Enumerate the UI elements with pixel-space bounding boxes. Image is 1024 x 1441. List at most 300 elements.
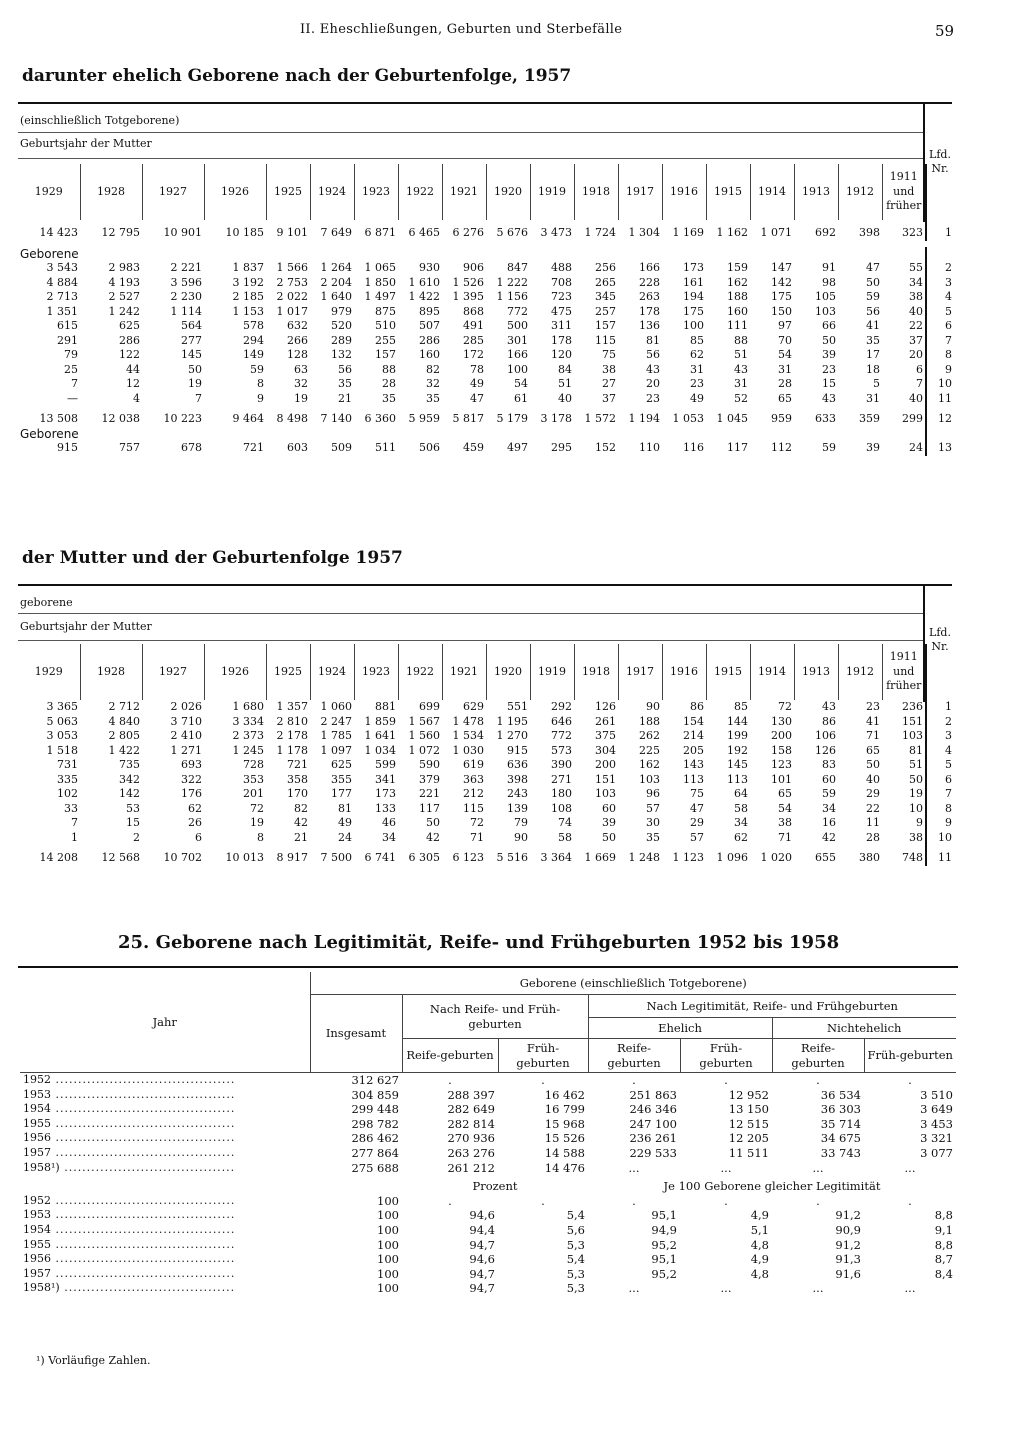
- table-cell: 144: [727, 714, 748, 728]
- table-cell: 40: [909, 304, 923, 318]
- row-number: 11: [926, 845, 954, 866]
- table-cell: 35: [646, 830, 660, 844]
- table-cell: 103: [639, 772, 660, 786]
- column-header: 1920: [486, 644, 530, 700]
- table-cell: 65: [866, 743, 880, 757]
- table-cell: 143: [683, 758, 704, 771]
- table-cell: 43: [822, 700, 836, 713]
- table-cell: 26: [188, 816, 202, 829]
- table-cell: 573: [551, 743, 572, 757]
- table-cell: 959: [771, 412, 792, 425]
- table-cell: 41: [866, 319, 880, 332]
- table-cell: 1 567: [408, 714, 440, 728]
- table-cell: 1 351: [46, 304, 78, 318]
- year-label: 1955 ........................................: [23, 1237, 236, 1251]
- table-cell: 257: [595, 304, 616, 318]
- table-cell: 31: [778, 362, 792, 376]
- table-cell: 678: [181, 441, 202, 454]
- table-cell: 154: [683, 714, 704, 728]
- table-cell: 51: [558, 377, 572, 390]
- table-cell: 35 714: [820, 1116, 861, 1131]
- row-number: 7: [926, 334, 954, 349]
- table-cell: 56: [338, 362, 352, 376]
- table-cell: 16 799: [544, 1102, 585, 1117]
- table-cell: 1 850: [364, 275, 396, 289]
- column-header: 1928: [80, 164, 142, 220]
- row-number: 12: [926, 406, 954, 427]
- table-cell: 5 817: [452, 412, 484, 425]
- table-cell: 199: [727, 729, 748, 742]
- table-cell: 6 276: [452, 226, 484, 239]
- column-header: 1919: [530, 164, 574, 220]
- table-cell: 772: [551, 729, 572, 742]
- table-cell: 162: [639, 758, 660, 771]
- table-cell: 39: [866, 441, 880, 454]
- table-cell: 43: [734, 362, 748, 376]
- table-cell: 14 423: [39, 226, 78, 239]
- table-cell: 5,3: [566, 1281, 585, 1296]
- table-cell: 94,7: [469, 1237, 495, 1252]
- table-cell: 342: [119, 772, 140, 786]
- table-cell: 2 204: [320, 275, 352, 289]
- table-cell: 100: [377, 1237, 399, 1252]
- table-cell: .: [724, 1073, 728, 1087]
- year-label: 1954 ........................................: [23, 1102, 236, 1116]
- header-reife-3: Reife-geburten: [772, 1039, 864, 1073]
- table-cell: 380: [859, 851, 880, 864]
- table-cell: 79: [64, 348, 78, 361]
- table-cell: 62: [188, 801, 202, 815]
- table-cell: 35: [866, 333, 880, 347]
- table-cell: 115: [463, 801, 484, 815]
- table-cell: 1 640: [320, 290, 352, 303]
- table-cell: 132: [331, 348, 352, 361]
- table-cell: 488: [551, 261, 572, 274]
- table-cell: 255: [375, 333, 396, 347]
- table-cell: 27: [602, 377, 616, 390]
- table-cell: 304 859: [351, 1087, 399, 1102]
- row-number: 3: [926, 729, 954, 744]
- table-cell: 35: [382, 391, 396, 405]
- table-cell: 1 020: [760, 851, 792, 864]
- row-number: 8: [926, 802, 954, 817]
- table-cell: 25: [64, 362, 78, 376]
- table-cell: 243: [507, 787, 528, 800]
- table-cell: 12 795: [101, 226, 140, 239]
- table-cell: 133: [375, 801, 396, 815]
- table-cell: 510: [375, 319, 396, 332]
- table-cell: .: [908, 1073, 912, 1087]
- table-cell: 5 063: [46, 714, 78, 728]
- table-row: [18, 831, 954, 846]
- table-cell: 59: [822, 787, 836, 800]
- table-cell: 28: [778, 377, 792, 390]
- table-cell: 491: [463, 319, 484, 332]
- table-cell: 3 178: [540, 412, 572, 425]
- table-cell: 895: [419, 304, 440, 318]
- table-cell: 49: [690, 391, 704, 405]
- table-cell: 170: [287, 787, 308, 800]
- header-jahr: Jahr: [20, 972, 310, 1073]
- year-label: 1953 ........................................: [23, 1208, 236, 1222]
- table-cell: 47: [866, 261, 880, 274]
- table-cell: 7: [916, 377, 923, 390]
- table-row: [18, 348, 954, 363]
- table-cell: 708: [551, 275, 572, 289]
- table-cell: 159: [727, 261, 748, 274]
- table-cell: 72: [250, 801, 264, 815]
- table-cell: 82: [294, 801, 308, 815]
- column-header: 1916: [662, 164, 706, 220]
- column-header: 1922: [398, 644, 442, 700]
- table-cell: 1 114: [170, 304, 202, 318]
- table-cell: 103: [595, 787, 616, 800]
- table-cell: 578: [243, 319, 264, 332]
- table-cell: .: [908, 1193, 912, 1208]
- table-row: [18, 816, 954, 831]
- table-cell: 6 871: [364, 226, 396, 239]
- table-cell: 1 017: [276, 304, 308, 318]
- table1-title: darunter ehelich Geborene nach der Geburtenfolge, 1957: [22, 66, 572, 86]
- table-cell: 564: [181, 319, 202, 332]
- table-cell: 3 510: [920, 1087, 953, 1102]
- table-cell: 103: [902, 729, 923, 742]
- table-cell: 139: [507, 801, 528, 815]
- table-cell: 83: [822, 758, 836, 771]
- table-cell: 31: [734, 377, 748, 390]
- table-cell: 95,1: [651, 1252, 677, 1267]
- table-cell: 42: [294, 816, 308, 829]
- table-cell: 200: [771, 729, 792, 742]
- table-cell: 692: [815, 226, 836, 239]
- table-cell: 4 884: [46, 275, 78, 289]
- table-cell: 30: [646, 816, 660, 829]
- label-prozent: Prozent: [472, 1179, 518, 1194]
- table-cell: 36 534: [820, 1087, 861, 1102]
- table-cell: 81: [338, 801, 352, 815]
- column-header: 1912: [838, 164, 882, 220]
- column-header: 1915: [706, 164, 750, 220]
- table-row: [18, 845, 954, 866]
- table-cell: 1 053: [672, 412, 704, 425]
- table-cell: —: [67, 391, 78, 405]
- table-cell: 78: [470, 362, 484, 376]
- table-cell: 251 863: [629, 1087, 677, 1102]
- table-cell: 979: [331, 304, 352, 318]
- table-cell: 95,1: [651, 1208, 677, 1223]
- table-cell: 2: [133, 830, 140, 844]
- table-cell: 142: [771, 275, 792, 289]
- table-cell: 113: [727, 772, 748, 786]
- table-cell: 3 543: [46, 261, 78, 274]
- table-cell: 228: [639, 275, 660, 289]
- table-cell: 117: [419, 801, 440, 815]
- table-cell: 81: [909, 743, 923, 757]
- row-number: 5: [926, 758, 954, 773]
- table-cell: 96: [646, 787, 660, 800]
- table-cell: 868: [463, 304, 484, 318]
- table-cell: 915: [507, 743, 528, 757]
- table-cell: 1 478: [452, 714, 484, 728]
- table-cell: 13 150: [728, 1102, 769, 1117]
- row-number: 6: [926, 319, 954, 334]
- table-cell: 101: [771, 772, 792, 786]
- table-cell: 12 568: [101, 851, 140, 864]
- table-cell: 7 500: [320, 851, 352, 864]
- row-number: 9: [926, 363, 954, 378]
- table-cell: 147: [771, 261, 792, 274]
- column-header: 1924: [310, 164, 354, 220]
- table-cell: ...: [628, 1281, 640, 1296]
- table-cell: 291: [57, 333, 78, 347]
- table-row: [18, 392, 954, 407]
- table-cell: 1 194: [628, 412, 660, 425]
- table-cell: 35: [426, 391, 440, 405]
- table-cell: 236: [902, 700, 923, 713]
- table-cell: 44: [126, 362, 140, 376]
- table-cell: 9: [257, 391, 264, 405]
- table-cell: 160: [419, 348, 440, 361]
- table-cell: 61: [514, 391, 528, 405]
- table-cell: 31: [866, 391, 880, 405]
- year-label: 1957 ........................................: [23, 1145, 236, 1159]
- table-cell: 72: [778, 700, 792, 713]
- table-cell: 6 465: [408, 226, 440, 239]
- table-cell: .: [448, 1193, 452, 1208]
- table-cell: 39: [602, 816, 616, 829]
- label-je100: Je 100 Geborene gleicher Legitimität: [663, 1179, 881, 1194]
- table-cell: 43: [646, 362, 660, 376]
- table-cell: 345: [595, 290, 616, 303]
- table-row: [20, 1146, 956, 1161]
- column-header: 1915: [706, 644, 750, 700]
- table-cell: 23: [690, 377, 704, 390]
- table-cell: 5 676: [496, 226, 528, 239]
- table-cell: 176: [181, 787, 202, 800]
- table-cell: 166: [507, 348, 528, 361]
- table-cell: 590: [419, 758, 440, 771]
- table-cell: 500: [507, 319, 528, 332]
- column-header: 1921: [442, 164, 486, 220]
- table-cell: 1 071: [760, 226, 792, 239]
- header-frueh-2: Früh-geburten: [680, 1039, 772, 1073]
- table-cell: 323: [902, 226, 923, 239]
- column-header: 1923: [354, 164, 398, 220]
- table-cell: 126: [595, 700, 616, 713]
- table-cell: 1 859: [364, 714, 396, 728]
- table-row: [20, 1161, 956, 1176]
- table-cell: 3 077: [920, 1145, 953, 1160]
- table-cell: 50: [188, 362, 202, 376]
- table-cell: 3 453: [920, 1116, 953, 1131]
- table-cell: 100: [377, 1222, 399, 1237]
- table-cell: 2 230: [170, 290, 202, 303]
- table-cell: 54: [778, 348, 792, 361]
- table-cell: 8: [257, 377, 264, 390]
- table-cell: 37: [602, 391, 616, 405]
- table-cell: 22: [866, 801, 880, 815]
- table-cell: 59: [822, 441, 836, 454]
- table-cell: 292: [551, 700, 572, 713]
- table-cell: 14 588: [544, 1145, 585, 1160]
- table-cell: 88: [734, 333, 748, 347]
- table-cell: 38: [909, 290, 923, 303]
- table-cell: 1 245: [232, 743, 264, 757]
- table-cell: 88: [382, 362, 396, 376]
- table-cell: 37: [909, 333, 923, 347]
- table-cell: 23: [646, 391, 660, 405]
- table-cell: 142: [119, 787, 140, 800]
- table-cell: 266: [287, 333, 308, 347]
- table-cell: 86: [690, 700, 704, 713]
- table-cell: 19: [250, 816, 264, 829]
- table-cell: 59: [250, 362, 264, 376]
- table-cell: 12 515: [728, 1116, 769, 1131]
- table-cell: 1 610: [408, 275, 440, 289]
- row-number: 2: [926, 715, 954, 730]
- table-row: [18, 441, 954, 456]
- table-cell: 619: [463, 758, 484, 771]
- table-cell: 1 669: [584, 851, 616, 864]
- table-row: [18, 787, 954, 802]
- table-cell: 10 185: [225, 226, 264, 239]
- table-cell: 54: [514, 377, 528, 390]
- column-header: 1912: [838, 644, 882, 700]
- table-cell: 14 208: [39, 851, 78, 864]
- table-row: [20, 1267, 956, 1282]
- table-cell: 16 462: [544, 1087, 585, 1102]
- year-label: 1957 ........................................: [23, 1266, 236, 1280]
- table-cell: 1 072: [408, 743, 440, 757]
- header-nach-reife: Nach Reife- und Früh-geburten: [402, 995, 588, 1039]
- table-row: [20, 1088, 956, 1103]
- table-cell: 1: [71, 830, 78, 844]
- table-cell: 12 038: [101, 412, 140, 425]
- table-cell: 2 373: [232, 729, 264, 742]
- table-cell: 177: [331, 787, 352, 800]
- table-cell: 212: [463, 787, 484, 800]
- table-cell: 12: [126, 377, 140, 390]
- table-cell: 90: [514, 830, 528, 844]
- table-row: [20, 1208, 956, 1223]
- table-cell: 110: [639, 441, 660, 454]
- table-cell: 4 840: [108, 714, 140, 728]
- header-reife-1: Reife-geburten: [402, 1039, 498, 1073]
- table-cell: 18: [866, 362, 880, 376]
- table-cell: 158: [771, 743, 792, 757]
- table-cell: 71: [866, 729, 880, 742]
- table1-lfd-header: Lfd. Nr.: [929, 148, 951, 175]
- table-cell: 335: [57, 772, 78, 786]
- table-cell: 43: [822, 391, 836, 405]
- table-cell: 625: [119, 319, 140, 332]
- year-label: 1953 ........................................: [23, 1087, 236, 1101]
- table-cell: 40: [558, 391, 572, 405]
- table-cell: 3 334: [232, 714, 264, 728]
- row-number: 10: [926, 831, 954, 846]
- table-cell: 847: [507, 261, 528, 274]
- table-cell: .: [632, 1193, 636, 1208]
- table-cell: 2 712: [108, 700, 140, 713]
- table-cell: 15 968: [544, 1116, 585, 1131]
- table-cell: 151: [902, 714, 923, 728]
- table-row: [18, 758, 954, 773]
- table-cell: 875: [375, 304, 396, 318]
- table-cell: 16: [822, 816, 836, 829]
- table-cell: 34: [382, 830, 396, 844]
- table-cell: 94,7: [469, 1266, 495, 1281]
- header-nichtehelich: Nichtehelich: [772, 1018, 956, 1039]
- table-cell: 2 185: [232, 290, 264, 303]
- table-cell: 551: [507, 700, 528, 713]
- table-cell: 111: [727, 319, 748, 332]
- table-cell: 42: [822, 830, 836, 844]
- table2-subtitle2: Geburtsjahr der Mutter: [20, 620, 152, 633]
- table-cell: 263: [639, 290, 660, 303]
- table-cell: 50: [822, 333, 836, 347]
- table-cell: 85: [734, 700, 748, 713]
- table-row: [18, 334, 954, 349]
- table-cell: 721: [287, 758, 308, 771]
- table-row: [18, 290, 954, 305]
- column-header: 1918: [574, 644, 618, 700]
- table-cell: 699: [419, 700, 440, 713]
- year-label: 1954 ........................................: [23, 1222, 236, 1236]
- table-cell: 1 422: [408, 290, 440, 303]
- table-row: [20, 1223, 956, 1238]
- table-cell: 262: [639, 729, 660, 742]
- table-cell: 731: [57, 758, 78, 771]
- table-cell: 15: [822, 377, 836, 390]
- table-row: [18, 406, 954, 427]
- table-cell: 2 247: [320, 714, 352, 728]
- table-cell: 277 864: [351, 1145, 399, 1160]
- column-header: 1911 und früher: [882, 644, 926, 700]
- table-cell: 53: [126, 801, 140, 815]
- table-cell: 3 192: [232, 275, 264, 289]
- table-cell: 1 034: [364, 743, 396, 757]
- table-cell: 915: [57, 441, 78, 454]
- table-cell: 1 178: [276, 743, 308, 757]
- table-cell: 23: [866, 700, 880, 713]
- year-label: 1955 ........................................: [23, 1116, 236, 1130]
- page-number: 59: [935, 22, 955, 40]
- table-cell: 19: [909, 787, 923, 800]
- table-cell: 40: [866, 772, 880, 786]
- table-cell: 1 357: [276, 700, 308, 713]
- table-cell: 5: [873, 377, 880, 390]
- table-cell: 379: [419, 772, 440, 786]
- table-cell: 56: [866, 304, 880, 318]
- table-cell: 629: [463, 700, 484, 713]
- column-header: 1929: [34, 664, 63, 678]
- table-row: [18, 715, 954, 730]
- table-cell: 34: [822, 801, 836, 815]
- table-cell: 52: [734, 391, 748, 405]
- table-cell: 693: [181, 758, 202, 771]
- table-cell: 6 741: [364, 851, 396, 864]
- table-cell: 5,4: [566, 1208, 585, 1223]
- table-cell: 66: [822, 319, 836, 332]
- column-header: 1922: [398, 164, 442, 220]
- table-cell: 157: [375, 348, 396, 361]
- table-cell: 151: [595, 772, 616, 786]
- section-label: Geborene: [20, 246, 79, 261]
- table-cell: 312 627: [351, 1073, 399, 1087]
- table25-title: 25. Geborene nach Legitimität, Reife- und Frühgeburten 1952 bis 1958: [118, 932, 840, 953]
- table-cell: 8,7: [934, 1252, 953, 1267]
- table-row: [18, 276, 954, 291]
